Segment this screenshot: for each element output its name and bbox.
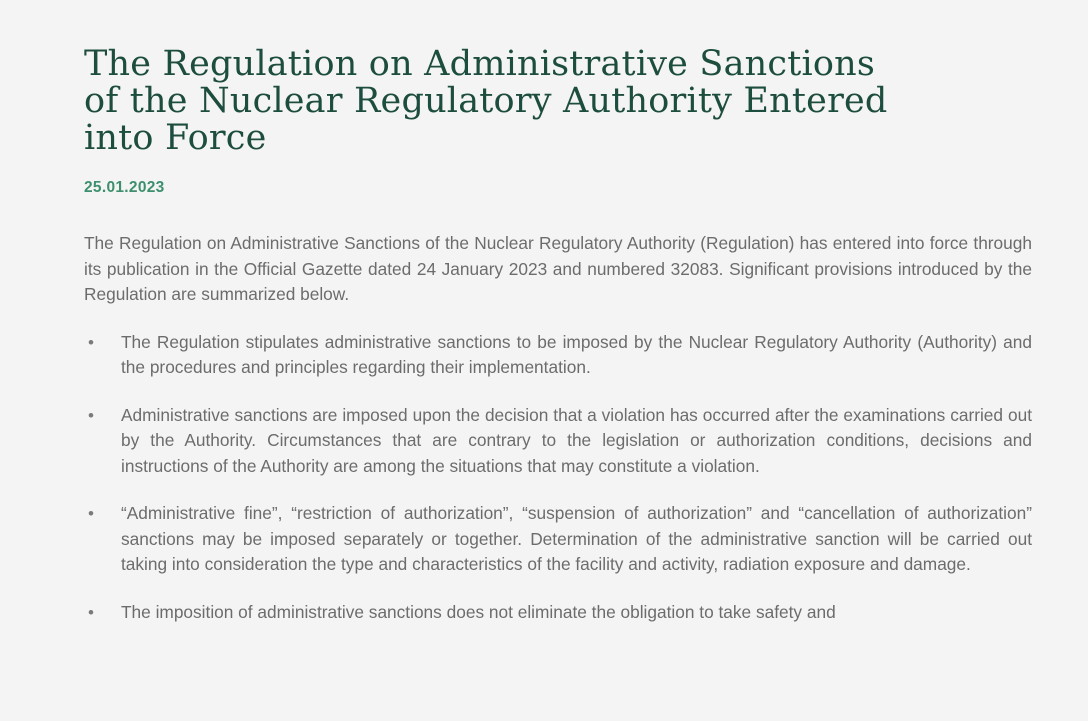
bullet-icon: •: [88, 602, 94, 622]
page-title: [84, 46, 914, 157]
list-item-text: The imposition of administrative sanctions does not eliminate the obligation to take safety and: [121, 601, 836, 622]
list-item: [84, 600, 1032, 626]
list-item: [84, 501, 1032, 578]
publication-date: 25.01.2023: [84, 179, 165, 196]
bullet-icon: •: [88, 504, 94, 523]
list-item: [84, 330, 1032, 381]
page-title-line-2: of the Nuclear Regulatory Authority Entered: [84, 81, 888, 121]
list-item-text: Administrative sanctions are imposed upon the decision that a violation has occurred after the examinations carried out by the Authority. Circumstances that are contrary to the legislation or authorization conditions, decisions and instructions of the Authority are among the situations that may constitute a violation.: [121, 404, 1032, 476]
intro-paragraph: The Regulation on Administrative Sanctions of the Nuclear Regulatory Authority (Regulation) has entered into force through its publication in the Official Gazette dated 24 January 2023 and numbered 32083. Significant provisions introduced by the Regulation are summarized below.: [84, 233, 1032, 304]
list-item: [84, 403, 1032, 480]
bullet-icon: •: [88, 405, 94, 425]
page-title-line-3: into Force: [84, 118, 267, 158]
list-item-text: “Administrative fine”, “restriction of authorization”, “suspension of authorization” and “cancellation of authorization” sanctions may be imposed separately or together. Determination of the administrative sanction will be carried out taking into consideration the type and characteristics of the facility and activity, radiation exposure and damage.: [121, 503, 1032, 574]
page-title-line-1: The Regulation on Administrative Sanctions: [84, 44, 876, 84]
article-body: [84, 231, 1032, 625]
bullet-icon: •: [88, 332, 94, 352]
list-item-text: The Regulation stipulates administrative sanctions to be imposed by the Nuclear Regulatory Authority (Authority) and the procedures and principles regarding their implementation.: [121, 331, 1032, 377]
provisions-list: [84, 330, 1032, 626]
